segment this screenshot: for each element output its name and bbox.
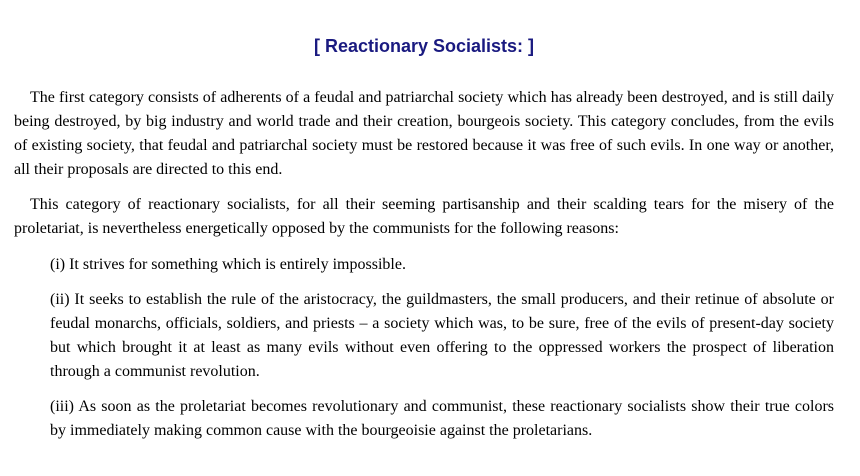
reason-item-2: (ii) It seeks to establish the rule of the aristocracy, the guildmasters, the small producers, and their retinue of absolute or feudal monarchs, officials, soldiers, and priests – a society which was, to be sure, free of the evils of present-day society but which brought it at least as many evils without even offering to the oppressed workers the prospect of liberation through a communist revolution. (50, 291, 834, 380)
paragraph-opposition-reasons: This category of reactionary socialists, for all their seeming partisanship and their scalding tears for the misery of the proletariat, is nevertheless energetically opposed by the communists for the following reasons: (14, 196, 834, 237)
reason-item-1: (i) It strives for something which is entirely impossible. (50, 256, 406, 273)
reason-item-3: (iii) As soon as the proletariat becomes revolutionary and communist, these reactionary socialists show their true colors by immediately making common cause with the bourgeoisie against the proletarians. (50, 398, 834, 439)
paragraph-first-category: The first category consists of adherents of a feudal and patriarchal society which has already been destroyed, and is still daily being destroyed, by big industry and world trade and their creation, bourgeois society. This category concludes, from the evils of existing society, that feudal and patriarchal society must be restored because it was free of such evils. In one way or another, all their proposals are directed to this end. (14, 89, 834, 178)
section-heading: [ Reactionary Socialists: ] (313, 36, 535, 56)
